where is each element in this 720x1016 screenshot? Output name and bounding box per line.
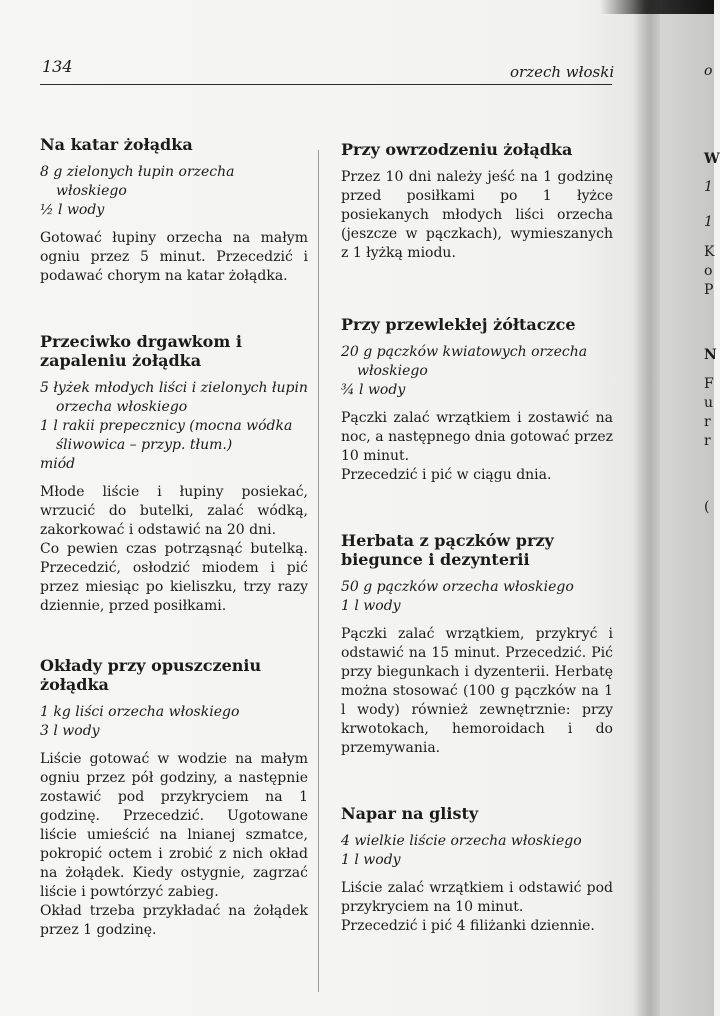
next-page-fragment: o (704, 63, 713, 79)
left-column (40, 135, 308, 982)
next-page-fragment: ( (704, 499, 710, 515)
next-page-fragment: r (704, 433, 711, 449)
ingredient: 3 l wody (40, 723, 100, 739)
method-paragraph: Pączki zalać wrzątkiem, przykryć i odstawić na 15 minut. Przecedzić. Pić przy biegunkach i dyzenterii. Herbatę można stosować (100 g pączków na 1 l wody) również zewnętrznie: przy krwotokach, hemoroidach i do przemywania. (341, 626, 613, 756)
ingredient: ½ l wody (40, 202, 105, 218)
recipe-method (341, 625, 613, 758)
method-paragraph: Liście zalać wrzątkiem i odstawić pod przykryciem na 10 minut. (341, 880, 613, 915)
right-column (341, 140, 613, 978)
next-page-fragment: K (704, 244, 715, 260)
method-paragraph: Przecedzić i pić 4 filiżanki dziennie. (341, 918, 595, 934)
recipe (40, 656, 308, 940)
recipe (40, 332, 308, 616)
binding-shadow (634, 0, 660, 1016)
next-page-fragment: P (704, 282, 714, 298)
ingredient: 5 łyżek młodych liści i zielonych łupin orzecha włoskiego (40, 380, 308, 415)
ingredient: miód (40, 456, 76, 472)
ingredient-list (341, 832, 613, 870)
column-divider (318, 150, 319, 992)
header-rule (40, 84, 612, 85)
recipe-method (341, 879, 613, 936)
next-page-edge (660, 0, 720, 1016)
recipe-method (341, 168, 613, 263)
ingredient: 8 g zielonych łupin orzecha włoskiego (40, 164, 235, 199)
recipe-title: Okłady przy opuszczeniu żołądka (40, 656, 262, 694)
method-paragraph: Okład trzeba przykładać na żołądek przez 1 godzinę. (40, 903, 308, 938)
ingredient: 4 wielkie liście orzecha włoskiego (341, 833, 582, 849)
next-page-fragment: r (704, 414, 711, 430)
ingredient: 50 g pączków orzecha włoskiego (341, 579, 574, 595)
ingredient: 1 kg liści orzecha włoskiego (40, 704, 240, 720)
recipe-title: Na katar żołądka (40, 135, 193, 154)
recipe (341, 140, 613, 263)
ingredient-list (341, 343, 613, 400)
next-page-fragment: 1 (704, 179, 713, 195)
method-paragraph: Przecedzić i pić w ciągu dnia. (341, 467, 552, 483)
ingredient: 1 l rakii prepecznicy (mocna wódka śliwowica – przyp. tłum.) (40, 418, 293, 453)
recipe-method (341, 409, 613, 485)
next-page-fragment: W (704, 151, 720, 167)
next-page-fragment: o (704, 263, 713, 279)
next-page-fragment: 1 (704, 214, 713, 230)
ingredient-list (40, 379, 308, 474)
recipe-title: Przeciwko drgawkom i zapaleniu żołądka (40, 332, 242, 370)
recipe (40, 135, 308, 286)
next-page-fragment: N (704, 347, 717, 363)
recipe-method (40, 483, 308, 616)
recipe (341, 804, 613, 936)
recipe-title: Przy przewlekłej żółtaczce (341, 315, 576, 334)
page-number: 134 (42, 57, 73, 76)
recipe-title: Napar na glisty (341, 804, 479, 823)
recipe-title: Herbata z pączków przy biegunce i dezynterii (341, 531, 554, 569)
method-paragraph: Co pewien czas potrząsnąć butelką. Przecedzić, osłodzić miodem i pić przez miesiąc po kieliszku, trzy razy dziennie, przed posiłkami. (40, 541, 308, 614)
ingredient-list (341, 578, 613, 616)
method-paragraph: Liście gotować w wodzie na małym ogniu przez pół godziny, a następnie zostawić pod przykryciem na 1 godzinę. Przecedzić. Ugotowane liście umieścić na lnianej szmatce, pokropić octem i zrobić z nich okład na żołądek. Kiedy ostygnie, zagrzać liście i powtórzyć zabieg. (40, 751, 308, 900)
recipe-method (40, 229, 308, 286)
ingredient: 20 g pączków kwiatowych orzecha włoskiego (341, 344, 588, 379)
ingredient-list (40, 703, 308, 741)
recipe (341, 531, 613, 758)
method-paragraph: Gotować łupiny orzecha na małym ogniu przez 5 minut. Przecedzić i podawać chorym na katar żołądka. (40, 230, 308, 284)
recipe-title: Przy owrzodzeniu żołądka (341, 140, 573, 159)
recipe (341, 315, 613, 485)
next-page-fragment: F (704, 376, 714, 392)
next-page-fragment: u (704, 395, 714, 411)
method-paragraph: Młode liście i łupiny posiekać, wrzucić do butelki, zalać wódką, zakorkować i odstawić na 20 dni. (40, 484, 308, 538)
ingredient: 1 l wody (341, 598, 401, 614)
method-paragraph: Pączki zalać wrzątkiem i zostawić na noc, a następnego dnia gotować przez 10 minut. (341, 410, 613, 464)
method-paragraph: Przez 10 dni należy jeść na 1 godzinę przed posiłkami po 1 łyżce posiekanych młodych liści orzecha (jeszcze w pączkach), wymieszanych z 1 łyżką miodu. (341, 169, 613, 261)
ingredient: ¾ l wody (341, 382, 406, 398)
ingredient-list (40, 163, 308, 220)
running-title: orzech włoski (510, 63, 615, 81)
ingredient: 1 l wody (341, 852, 401, 868)
recipe-method (40, 750, 308, 940)
